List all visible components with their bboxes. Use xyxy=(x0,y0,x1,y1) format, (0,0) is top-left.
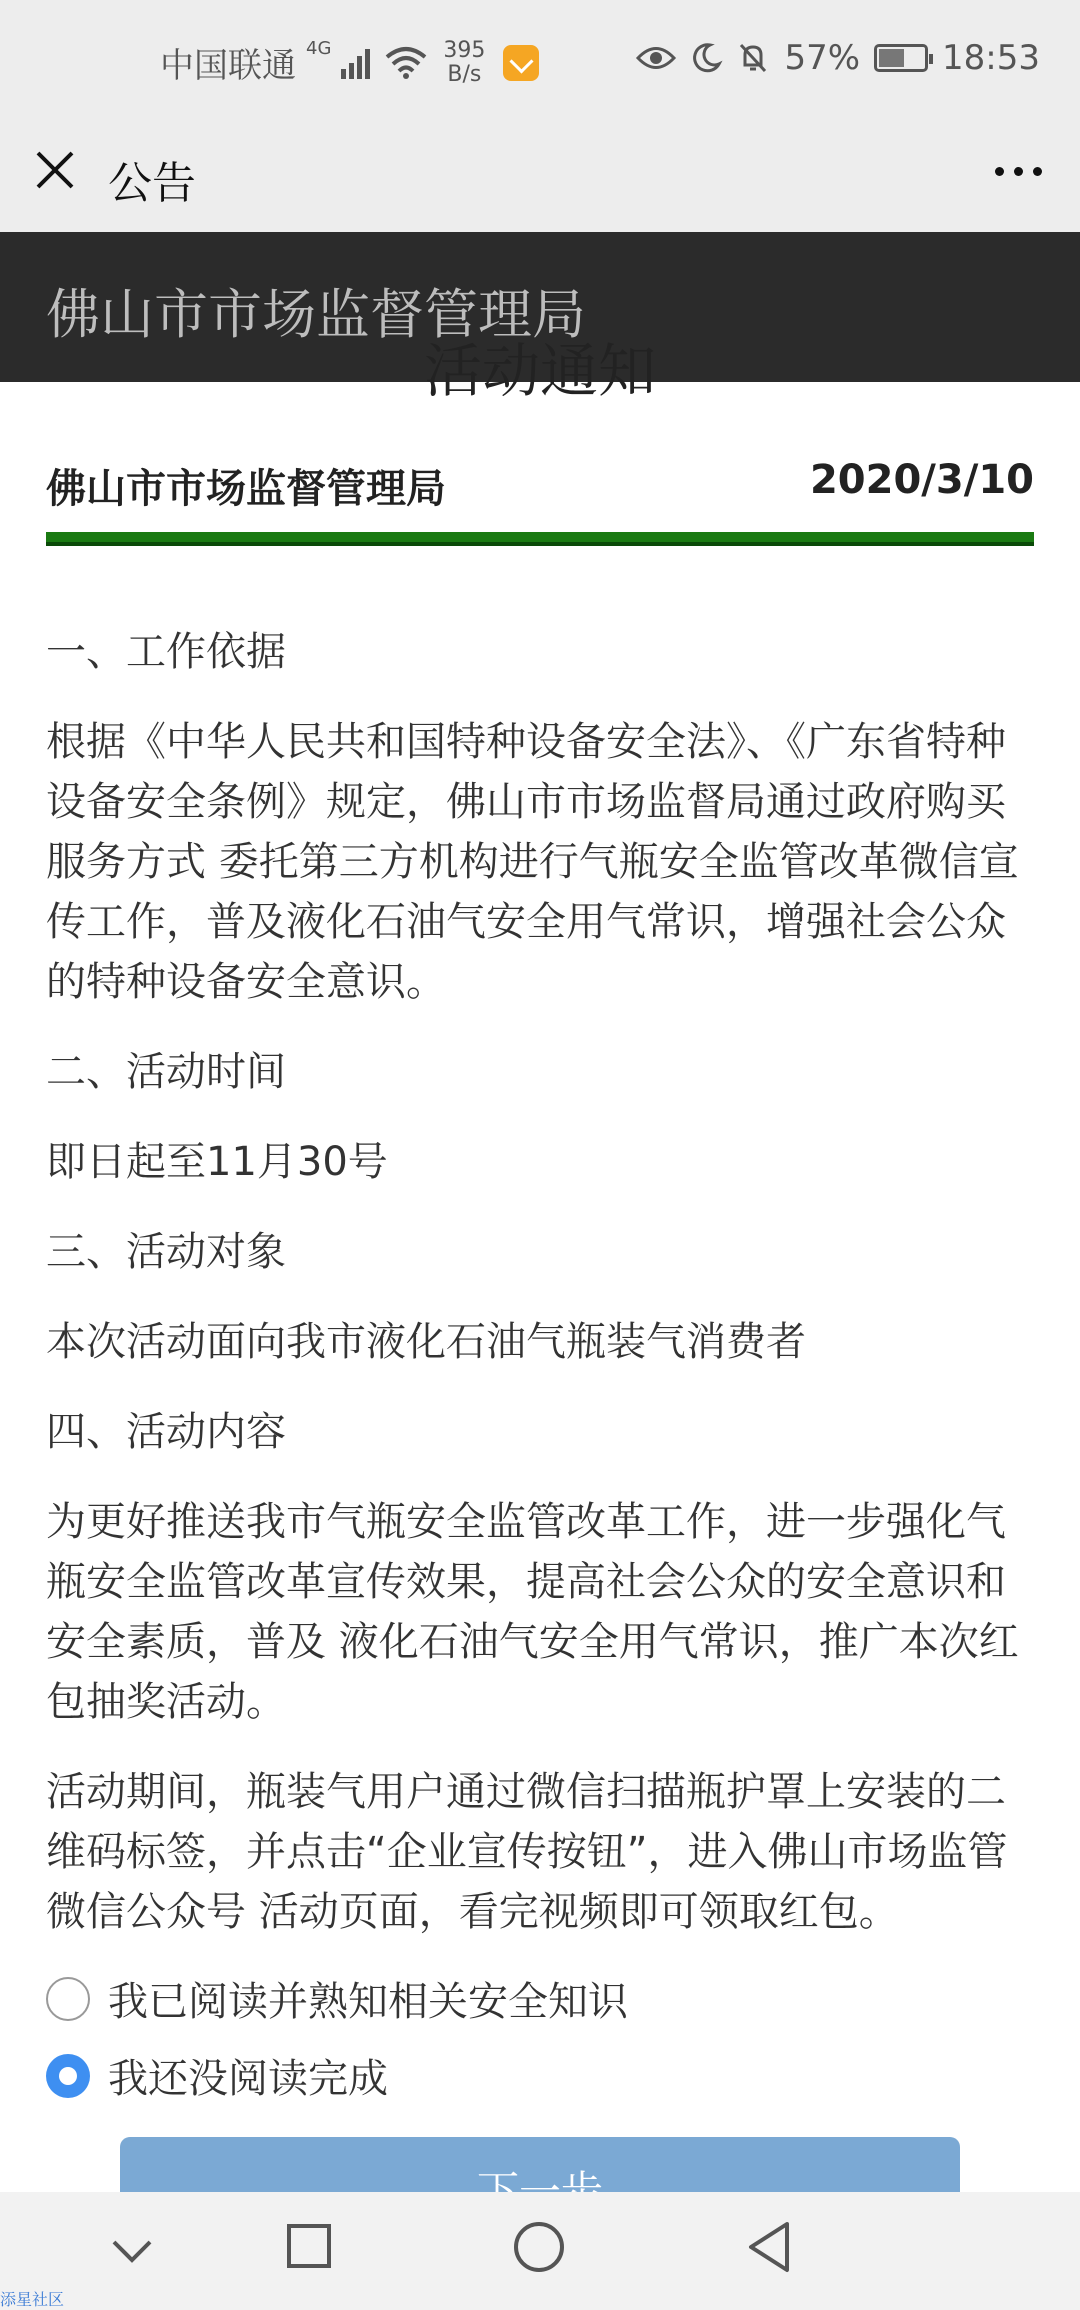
option-read[interactable] xyxy=(46,1970,628,2027)
article-heading: 活动通知 xyxy=(423,337,656,405)
battery-percent: 57% xyxy=(784,38,861,78)
status-right xyxy=(636,38,1040,78)
status-left xyxy=(160,38,539,87)
banner-title: 佛山市市场监督管理局 xyxy=(46,283,586,346)
article-meta xyxy=(46,457,1034,514)
net-speed-value: 395 xyxy=(443,37,486,63)
paragraph: 根据《中华人民共和国特种设备安全法》、《广东省特种设备安全条例》规定，佛山市市场监督局通过政府购买服务方式 委托第三方机构进行气瓶安全监管改革微信宣传工作，普及液化石油气安全用气常识，增强社会公众的特种设备安全意识。 xyxy=(46,719,1019,1005)
watermark: 添星社区 xyxy=(0,2290,65,2309)
system-nav-bar xyxy=(0,2192,1080,2310)
battery-icon xyxy=(874,44,928,72)
carrier-name: 中国联通 xyxy=(160,46,296,86)
battery-fill xyxy=(879,49,904,67)
section-heading: 二、活动时间 xyxy=(46,1049,286,1095)
clock: 18:53 xyxy=(942,38,1040,78)
section-heading: 一、工作依据 xyxy=(46,629,286,675)
paragraph: 活动期间，瓶装气用户通过微信扫描瓶护罩上安装的二维码标签，并点击“企业宣传按钮”，进入佛山市场监管微信公众号 活动页面，看完视频即可领取红包。 xyxy=(46,1769,1008,1935)
back-icon[interactable] xyxy=(745,2220,793,2274)
publisher-name: 佛山市市场监督管理局 xyxy=(46,466,446,512)
status-bar xyxy=(0,0,1080,125)
net-speed xyxy=(443,39,485,87)
network-type: 4G xyxy=(306,38,332,59)
radio-button[interactable] xyxy=(46,1977,90,2021)
page-title: 公告 xyxy=(108,158,196,209)
recents-icon[interactable] xyxy=(285,2222,333,2270)
paragraph: 本次活动面向我市液化石油气瓶装气消费者 xyxy=(46,1319,806,1365)
moon-icon xyxy=(690,42,722,74)
paragraph: 即日起至11月30号 xyxy=(46,1139,388,1185)
title-bar xyxy=(0,125,1080,232)
net-speed-unit: B/s xyxy=(447,61,482,87)
paragraph: 为更好推送我市气瓶安全监管改革工作，进一步强化气瓶安全监管改革宣传效果，提高社会公众的安全意识和安全素质，普及 液化石油气安全用气常识，推广本次红包抽奖活动。 xyxy=(46,1499,1019,1725)
section-heading: 三、活动对象 xyxy=(46,1229,286,1275)
option-label: 我已阅读并熟知相关安全知识 xyxy=(108,1979,628,2025)
signal-icon xyxy=(341,47,375,79)
section-heading: 四、活动内容 xyxy=(46,1409,286,1455)
more-dot xyxy=(1033,167,1042,176)
eye-icon xyxy=(636,43,676,73)
more-dot xyxy=(1014,167,1023,176)
radio-button[interactable] xyxy=(46,2054,90,2098)
publish-date: 2020/3/10 xyxy=(809,457,1034,503)
home-icon[interactable] xyxy=(512,2220,566,2274)
back-chevron-icon[interactable] xyxy=(110,2236,154,2266)
more-icon[interactable] xyxy=(995,167,1042,176)
option-label: 我还没阅读完成 xyxy=(108,2056,388,2102)
bell-off-icon xyxy=(736,41,770,75)
close-icon[interactable] xyxy=(30,145,80,195)
app-notification-icon xyxy=(503,45,539,81)
wifi-icon xyxy=(385,47,427,79)
article-content[interactable] xyxy=(0,337,1080,2192)
more-dot xyxy=(995,167,1004,176)
option-not-read[interactable] xyxy=(46,2047,388,2104)
divider xyxy=(46,532,1034,546)
